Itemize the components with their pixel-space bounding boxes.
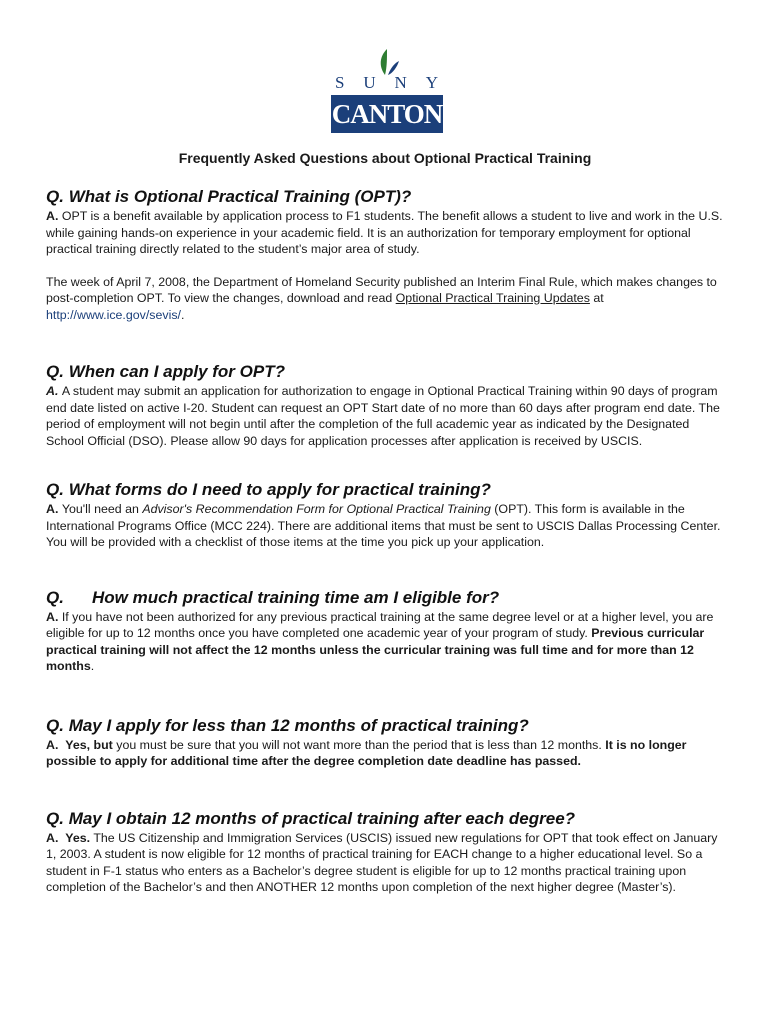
question-5: Q. May I apply for less than 12 months of practical training? <box>46 715 529 735</box>
faq-item-4 <box>46 587 726 675</box>
faq-item-2 <box>46 361 726 449</box>
advisor-form-name: Advisor's Recommendation Form for Optional Practical Training <box>142 502 491 516</box>
faq-item-1 <box>46 186 726 323</box>
answer-4: A. If you have not been authorized for any previous practical training at the same degree level or at a higher level, you are eligible for up to 12 months once you have completed one academic year of your program of study. Previous curricular practical training will not affect the 12 months unless the curricular training was full time and for more than 12 months. <box>46 609 714 673</box>
faq-item-3 <box>46 479 726 551</box>
answer-6: A. Yes. The US Citizenship and Immigration Services (USCIS) issued new regulations for OPT that took effect on January 1, 2003. A student is now eligible for 12 months of practical training for EACH change to a higher educational level. So a student in F-1 status who enters as a Bachelor’s degree student is eligible for up to 12 months practical training upon completion of the Bachelor’s and then ANOTHER 12 months upon completion of the next higher degree (Master’s). <box>46 830 718 894</box>
question-6: Q. May I obtain 12 months of practical training after each degree? <box>46 808 576 828</box>
logo-suny-text: S U N Y <box>335 73 439 92</box>
faq-item-6 <box>46 808 726 896</box>
question-3: Q. What forms do I need to apply for practical training? <box>46 480 491 499</box>
ice-sevis-url[interactable]: http://www.ice.gov/sevis/ <box>46 307 181 322</box>
question-2: Q. When can I apply for OPT? <box>46 362 285 381</box>
answer-5: A. Yes, but you must be sure that you will not want more than the period that is less than 12 months. It is no longer possible to apply for additional time after the degree completion date deadline has passed. <box>46 737 687 768</box>
faq-content <box>46 186 726 896</box>
opt-updates-link[interactable]: Optional Practical Training Updates <box>395 291 590 305</box>
document-title: Frequently Asked Questions about Optional Practical Training <box>178 150 592 166</box>
logo-canton-text: CANTON <box>331 95 443 133</box>
answer-1-update: The week of April 7, 2008, the Department of Homeland Security published an Interim Final Rule, which makes changes to post-completion OPT. To view the changes, download and read Optional Practical Training Updates at http://www.ice.gov/sevis/. <box>46 274 717 322</box>
answer-3: A. You'll need an Advisor's Recommendation Form for Optional Practical Training (OPT). This form is available in the International Programs Office (MCC 224). There are additional items that must be sent to USCIS Dallas Processing Center. You will be provided with a checklist of those items at the time you pick up your application. <box>46 502 721 549</box>
suny-canton-logo <box>331 45 443 133</box>
question-1: Q. What is Optional Practical Training (OPT)? <box>46 187 412 206</box>
question-4: Q. How much practical training time am I eligible for? <box>46 587 500 607</box>
answer-2: A. A student may submit an application for authorization to engage in Optional Practical Training within 90 days of program end date listed on active I-20. Student can request an OPT Start date of no more than 60 days after program end date. The period of employment will not begin until after the completion of the full academic year as indicated by the Designated School Official (DSO). Please allow 90 days for application processes after application is received by USCIS. <box>46 384 720 448</box>
faq-item-5 <box>46 715 726 770</box>
answer-1: A. OPT is a benefit available by application process to F1 students. The benefit allows a student to live and work in the U.S. while gaining hands-on experience in your academic field. It is an authorization for temporary employment for optional practical training directly related to the student’s major area of study. <box>46 209 723 256</box>
